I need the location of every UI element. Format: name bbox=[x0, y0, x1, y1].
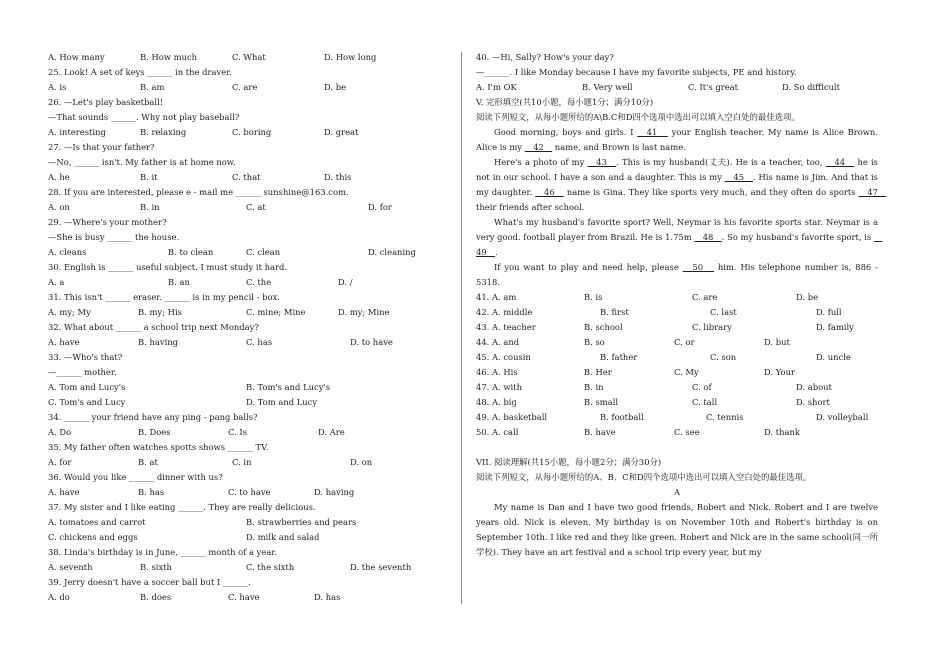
answer-option: C. that bbox=[232, 172, 261, 182]
passage-text: . bbox=[495, 247, 498, 257]
answer-option: A. Do bbox=[48, 427, 72, 437]
answer-option: C. are bbox=[692, 292, 718, 302]
option-row bbox=[48, 200, 448, 215]
passage-text: their friends after school. bbox=[476, 202, 585, 212]
blank: 46 bbox=[535, 187, 564, 197]
question-line: 28. If you are interested, please e - mail me ______ sunshine@163.com. bbox=[48, 187, 349, 197]
answer-option: A. have bbox=[48, 487, 80, 497]
answer-option: D. for bbox=[368, 202, 392, 212]
answer-option: B. so bbox=[584, 337, 605, 347]
question-line: 36. Would you like ______ dinner with us? bbox=[48, 472, 223, 482]
question-line: 40. —Hi, Sally? How's your day? bbox=[476, 52, 614, 62]
answer-option: D. but bbox=[764, 337, 790, 347]
question-line: 31. This isn't ______ eraser. ______ is in my pencil - box. bbox=[48, 292, 280, 302]
answer-option: C. or bbox=[674, 337, 695, 347]
answer-option: D. thank bbox=[764, 427, 800, 437]
question-line: 30. English is ______ useful subject. I must study it hard. bbox=[48, 262, 288, 272]
option-row bbox=[476, 410, 878, 425]
option-row bbox=[48, 125, 448, 140]
answer-option: D. on bbox=[350, 457, 373, 467]
question-line: 39. Jerry doesn't have a soccer ball but I ______. bbox=[48, 577, 251, 587]
option-row bbox=[48, 530, 448, 545]
option-row bbox=[48, 275, 448, 290]
cloze-paragraph bbox=[476, 155, 887, 215]
question-line: 26. —Let's play basketball! bbox=[48, 97, 164, 107]
cloze-paragraph bbox=[476, 215, 883, 260]
answer-option: D. has bbox=[314, 592, 341, 602]
answer-option: D. Are bbox=[318, 427, 345, 437]
left-column bbox=[48, 50, 448, 605]
answer-option: B. have bbox=[584, 427, 616, 437]
option-row bbox=[48, 50, 448, 65]
option-row bbox=[48, 245, 448, 260]
answer-option: B. Very well bbox=[582, 82, 633, 92]
option-row bbox=[48, 515, 448, 530]
option-row bbox=[476, 365, 878, 380]
question-line: —No, ______ isn't. My father is at home now. bbox=[48, 157, 236, 167]
blank: 48 bbox=[694, 232, 722, 242]
answer-option: D. my; Mine bbox=[338, 307, 390, 317]
answer-option: D. having bbox=[314, 487, 355, 497]
answer-option: C. What bbox=[232, 52, 266, 62]
question-line: 37. My sister and I like eating ______. They are really delicious. bbox=[48, 502, 316, 512]
answer-option: D. this bbox=[324, 172, 352, 182]
answer-option: B. Her bbox=[584, 367, 612, 377]
answer-option: 49. A. basketball bbox=[476, 412, 548, 422]
section-5-instruction: 阅读下列短文，从每小题所给的A\B.C和D四个选项中选出可以填入空白处的最佳选项。 bbox=[476, 112, 800, 122]
option-row bbox=[48, 380, 448, 395]
passage-text: Here's a photo of my bbox=[494, 157, 588, 167]
answer-option: A. have bbox=[48, 337, 80, 347]
answer-option: D. about bbox=[796, 382, 832, 392]
answer-option: D. the seventh bbox=[350, 562, 412, 572]
option-row bbox=[48, 395, 448, 410]
answer-option: B. first bbox=[600, 307, 629, 317]
answer-option: B. football bbox=[600, 412, 644, 422]
answer-option: C. My bbox=[674, 367, 699, 377]
answer-option: D. volleyball bbox=[816, 412, 869, 422]
answer-option: B. an bbox=[168, 277, 190, 287]
passage-text: What's my husband's favorite sport? Well, Neymar is his favorite sports star. Neymar is a very good. football player from Brazil. He is 1.75m bbox=[476, 217, 878, 242]
option-row bbox=[48, 485, 448, 500]
answer-option: A. interesting bbox=[48, 127, 106, 137]
answer-option: C. son bbox=[710, 352, 737, 362]
option-row bbox=[48, 590, 448, 605]
answer-option: C. chickens and eggs bbox=[48, 532, 138, 542]
answer-option: D. great bbox=[324, 127, 359, 137]
answer-option: C. at bbox=[246, 202, 266, 212]
option-row bbox=[476, 350, 878, 365]
answer-option: D. Your bbox=[764, 367, 795, 377]
answer-option: B. having bbox=[138, 337, 179, 347]
question-line: 25. Look! A set of keys ______ in the draver. bbox=[48, 67, 232, 77]
answer-option: C. tall bbox=[692, 397, 718, 407]
answer-option: D. family bbox=[816, 322, 854, 332]
option-row bbox=[48, 80, 448, 95]
answer-option: 44. A. and bbox=[476, 337, 520, 347]
answer-option: C. are bbox=[232, 82, 258, 92]
passage-text: . This is my husband(丈夫). He is a teacher, too, bbox=[616, 157, 826, 167]
answer-option: B. small bbox=[584, 397, 619, 407]
question-40-block bbox=[476, 50, 878, 95]
answer-option: 41. A. am bbox=[476, 292, 517, 302]
question-line: 29. —Where's your mother? bbox=[48, 217, 167, 227]
answer-option: D. be bbox=[796, 292, 819, 302]
question-line: 34. ______ your friend have any ping - pang balls? bbox=[48, 412, 258, 422]
passage-text: name, and Brown is last name. bbox=[552, 142, 686, 152]
answer-option: D. to have bbox=[350, 337, 393, 347]
blank: 42 bbox=[524, 142, 553, 152]
option-row bbox=[48, 335, 448, 350]
answer-option: 46. A. His bbox=[476, 367, 518, 377]
question-line: —She is busy ______ the house. bbox=[48, 232, 180, 242]
question-line: 33. —Who's that? bbox=[48, 352, 123, 362]
answer-option: A. Tom and Lucy's bbox=[48, 382, 126, 392]
answer-option: B. Tom's and Lucy's bbox=[246, 382, 331, 392]
answer-option: 48. A. big bbox=[476, 397, 517, 407]
answer-option: B. Does bbox=[138, 427, 171, 437]
answer-option: D. be bbox=[324, 82, 347, 92]
answer-option: D. Tom and Lucy bbox=[246, 397, 318, 407]
reading-passage-a bbox=[476, 500, 878, 560]
answer-option: A. seventh bbox=[48, 562, 93, 572]
answer-option: A. he bbox=[48, 172, 70, 182]
answer-option: A. my; My bbox=[48, 307, 91, 317]
answer-option: A. cleans bbox=[48, 247, 87, 257]
answer-option: C. of bbox=[692, 382, 712, 392]
answer-option: C. clean bbox=[246, 247, 281, 257]
blank: 50 bbox=[682, 262, 714, 272]
option-row bbox=[48, 305, 448, 320]
answer-option: B. in bbox=[140, 202, 160, 212]
answer-option: B. my; His bbox=[138, 307, 182, 317]
question-line: 32. What about ______ a school trip next Monday? bbox=[48, 322, 259, 332]
answer-option: B. father bbox=[600, 352, 638, 362]
answer-option: C. the sixth bbox=[246, 562, 295, 572]
passage-text: If you want to play and need help, please bbox=[494, 262, 683, 272]
answer-option: B. relaxing bbox=[140, 127, 187, 137]
answer-option: C. in bbox=[232, 457, 252, 467]
option-row bbox=[476, 320, 878, 335]
blank: 43 bbox=[587, 157, 617, 167]
answer-option: A. on bbox=[48, 202, 70, 212]
blank: 44 bbox=[825, 157, 855, 167]
answer-option: C. library bbox=[692, 322, 732, 332]
answer-option: C. the bbox=[246, 277, 272, 287]
cloze-paragraph bbox=[476, 260, 878, 290]
question-line: 27. —Is that your father? bbox=[48, 142, 155, 152]
option-row bbox=[476, 335, 878, 350]
answer-option: 47. A. with bbox=[476, 382, 522, 392]
answer-option: B. has bbox=[138, 487, 165, 497]
option-row bbox=[476, 290, 878, 305]
option-row bbox=[476, 80, 878, 95]
passage-text: your English teacher. My name is Alice Brown. Alice is my bbox=[476, 127, 878, 152]
option-row bbox=[48, 455, 448, 470]
section-7-instruction: 阅读下列短文，从每小题所给的A、B、C和D四个选项中选出可以填入空白处的最佳选项。 bbox=[476, 472, 812, 482]
option-row bbox=[476, 380, 878, 395]
reading-paragraph: My name is Dan and I have two good friends, Robert and Nick. Robert and I are twelve years old. Nick is eleven. My birthday is on November 10th and Robert's birthday is on September 10th. I like red and they like green. Robert and Nick are in the same school(同一所学校). They have an art festival and a school trip every year, but my bbox=[476, 502, 878, 557]
blank: 41 bbox=[637, 127, 668, 137]
answer-option: B. am bbox=[140, 82, 165, 92]
answer-option: C. to have bbox=[228, 487, 271, 497]
question-line: —______. I like Monday because I have my favorite subjects, PE and history. bbox=[476, 67, 797, 77]
answer-option: B. in bbox=[584, 382, 604, 392]
answer-option: B. is bbox=[584, 292, 603, 302]
answer-option: A. is bbox=[48, 82, 67, 92]
answer-option: B. How much bbox=[140, 52, 198, 62]
answer-option: B. sixth bbox=[140, 562, 172, 572]
option-row bbox=[476, 305, 878, 320]
answer-option: C. have bbox=[228, 592, 260, 602]
answer-option: C. Tom's and Lucy bbox=[48, 397, 126, 407]
answer-option: C. boring bbox=[232, 127, 272, 137]
answer-option: B. school bbox=[584, 322, 623, 332]
passage-text: him. His telephone number is, 886 - 5318. bbox=[476, 262, 878, 287]
blank: 45 bbox=[724, 172, 753, 182]
passage-text: . So my husband's favorite sport, is bbox=[721, 232, 874, 242]
answer-option: B. at bbox=[138, 457, 158, 467]
answer-option: A. for bbox=[48, 457, 72, 467]
passage-text: . His name is Jim. And that is my daughter. bbox=[476, 172, 878, 197]
answer-option: C. It's great bbox=[688, 82, 739, 92]
option-row bbox=[48, 170, 448, 185]
answer-option: C. last bbox=[710, 307, 737, 317]
question-line: —That sounds ______. Why not play baseball? bbox=[48, 112, 240, 122]
answer-option: D. How long bbox=[324, 52, 377, 62]
answer-option: D. uncle bbox=[816, 352, 851, 362]
answer-option: B. it bbox=[140, 172, 158, 182]
answer-option: D. full bbox=[816, 307, 842, 317]
section-7-heading: VII. 阅读理解(共15小题，每小题2分；满分30分) bbox=[476, 457, 662, 467]
answer-option: C. Is bbox=[228, 427, 248, 437]
answer-option: D. milk and salad bbox=[246, 532, 320, 542]
answer-option: 42. A. middle bbox=[476, 307, 533, 317]
answer-option: D. / bbox=[338, 277, 353, 287]
question-line: —______ mother. bbox=[48, 367, 117, 377]
answer-option: D. cleaning bbox=[368, 247, 416, 257]
spacer bbox=[476, 440, 878, 455]
answer-option: A. I'm OK bbox=[476, 82, 517, 92]
question-line: 35. My father often watches spotts shows ______ TV. bbox=[48, 442, 269, 452]
answer-option: A. How many bbox=[48, 52, 105, 62]
answer-option: C. mine; Mine bbox=[246, 307, 306, 317]
cloze-paragraph bbox=[476, 125, 878, 155]
answer-option: 43. A. teacher bbox=[476, 322, 536, 332]
cloze-options bbox=[476, 290, 878, 440]
answer-option: B. does bbox=[140, 592, 172, 602]
option-row bbox=[476, 425, 878, 440]
section-5-heading: V. 完形填空(共10小题，每小题1分；满分10分) bbox=[476, 97, 654, 107]
question-line: 38. Linda's birthday is in June, ______ month of a year. bbox=[48, 547, 278, 557]
answer-option: A. tomatoes and carrot bbox=[48, 517, 146, 527]
option-row bbox=[48, 560, 448, 575]
passage-label: A bbox=[673, 487, 681, 497]
answer-option: C. has bbox=[246, 337, 273, 347]
answer-option: B. strawberries and pears bbox=[246, 517, 357, 527]
passage-text: name is Gina. They like sports very much, and they often do sports bbox=[563, 187, 859, 197]
option-row bbox=[48, 425, 448, 440]
cloze-passage bbox=[476, 125, 887, 290]
answer-option: C. see bbox=[674, 427, 700, 437]
answer-option: A. do bbox=[48, 592, 70, 602]
column-divider bbox=[461, 52, 462, 604]
answer-option: C. tennis bbox=[706, 412, 744, 422]
passage-text: Good morning, boys and girls. I bbox=[494, 127, 638, 137]
answer-option: B. to clean bbox=[168, 247, 214, 257]
right-column bbox=[476, 50, 887, 560]
blank: 47 bbox=[858, 187, 887, 197]
passage-text: he is not in our school. I have a son and a daughter. This is my bbox=[476, 157, 878, 182]
answer-option: 45. A. cousin bbox=[476, 352, 531, 362]
answer-option: D. short bbox=[796, 397, 830, 407]
answer-option: A. a bbox=[48, 277, 65, 287]
answer-option: 50. A. call bbox=[476, 427, 519, 437]
blank: 49 bbox=[476, 232, 883, 257]
answer-option: D. So difficult bbox=[782, 82, 840, 92]
option-row bbox=[476, 395, 878, 410]
